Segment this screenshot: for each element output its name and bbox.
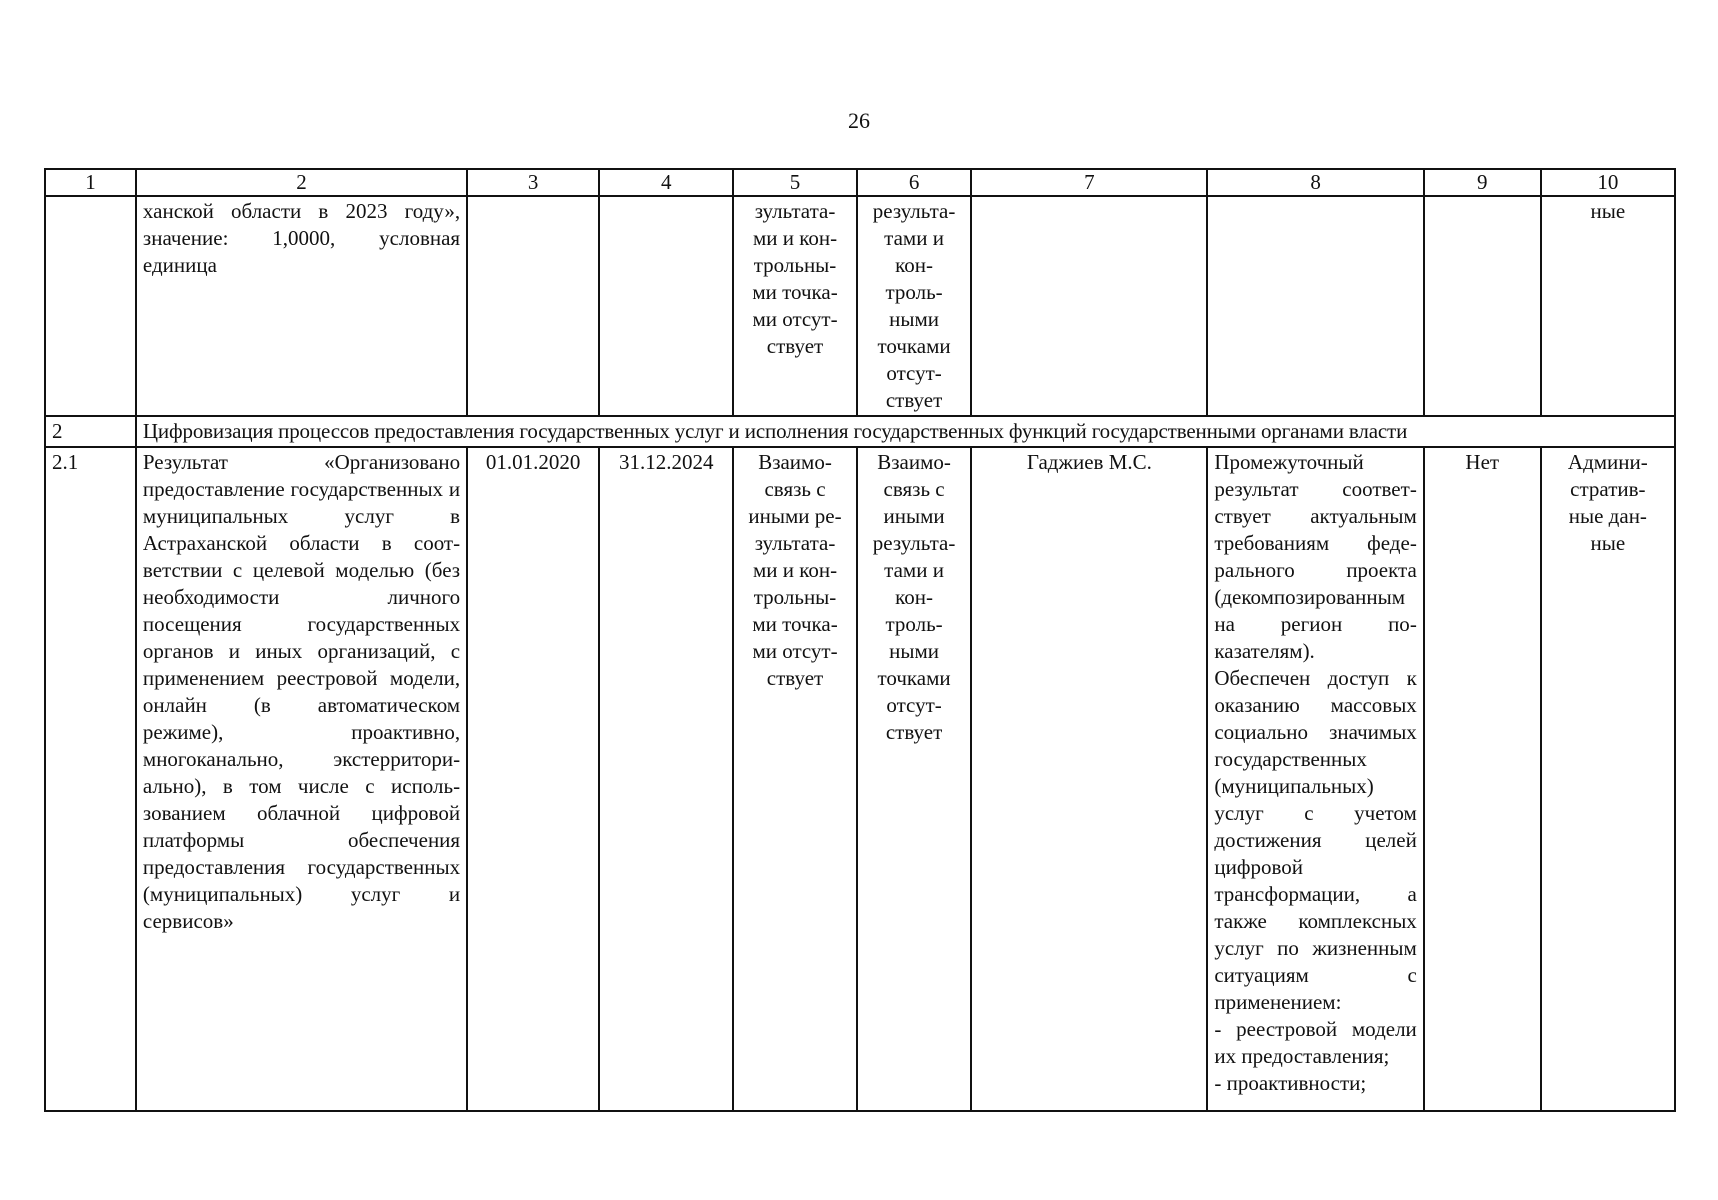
column-number-1: 1 xyxy=(45,169,136,196)
column-number-3: 3 xyxy=(467,169,599,196)
column-number-5: 5 xyxy=(733,169,856,196)
column-number-7: 7 xyxy=(971,169,1207,196)
column-number-4: 4 xyxy=(599,169,733,196)
responsible-person: Гаджиев М.С. xyxy=(971,447,1207,1111)
page-number: 26 xyxy=(848,108,870,133)
relation-results-cell: Взаимо- связь с иными ре- зультата- ми и кон- трольны- ми точка- ми отсут- ствует xyxy=(733,447,856,1111)
end-date: 31.12.2024 xyxy=(599,447,733,1111)
characteristic-paragraph-3: - реестровой модели их предоставления; xyxy=(1214,1017,1417,1068)
cont-cell-9 xyxy=(1424,196,1541,416)
column-number-row xyxy=(45,169,1675,196)
relation-results-cell-2: Взаимо- связь с иными результа- тами и кон- троль- ными точками отсут- ствует xyxy=(857,447,972,1111)
start-date: 01.01.2020 xyxy=(467,447,599,1111)
section-row xyxy=(45,416,1675,447)
result-characteristic-cell xyxy=(1207,447,1423,1111)
column-number-6: 6 xyxy=(857,169,972,196)
result-description: Результат «Организовано предоставление государственных и муниципальных услуг в Астраханской области в соответствии с целевой моделью (без необходимости личного посещения государственных органов и иных организаций, с применением реестровой модели, онлайн (в автоматическом режиме), проактивно, многоканально, экстерриториально), в том числе с использованием облачной цифровой платформы обеспечения предоставления государственных (муниципальных) услуг и сервисов» xyxy=(136,447,467,1111)
cont-cell-1 xyxy=(45,196,136,416)
cont-cell-6: результа- тами и кон- троль- ными точками отсут- ствует xyxy=(857,196,972,416)
cont-cell-5: зультата- ми и кон- трольны- ми точка- ми отсут- ствует xyxy=(733,196,856,416)
section-title: Цифровизация процессов предоставления государственных услуг и исполнения государственных функций государственными органами власти xyxy=(136,416,1675,447)
column-number-9: 9 xyxy=(1424,169,1541,196)
characteristic-paragraph-4: - проактивности; xyxy=(1214,1071,1367,1095)
characteristic-paragraph-1: Промежуточный результат соответствует актуальным требованиям федерального проекта (декомпозированным на регион показателям). xyxy=(1214,450,1417,663)
cont-cell-8 xyxy=(1207,196,1423,416)
result-row xyxy=(45,447,1675,1111)
column-number-8: 8 xyxy=(1207,169,1423,196)
data-source: Админи- стратив- ные дан- ные xyxy=(1541,447,1675,1111)
results-table-container xyxy=(44,168,1676,1112)
section-number: 2 xyxy=(45,416,136,447)
column-number-10: 10 xyxy=(1541,169,1675,196)
connection-flag: Нет xyxy=(1424,447,1541,1111)
result-number: 2.1 xyxy=(45,447,136,1111)
cont-cell-7 xyxy=(971,196,1207,416)
continuation-row xyxy=(45,196,1675,416)
cont-cell-start xyxy=(467,196,599,416)
cont-cell-end xyxy=(599,196,733,416)
results-table xyxy=(44,168,1676,1112)
characteristic-paragraph-2: Обеспечен доступ к оказанию массовых социально значимых государственных (муниципальных) услуг с учетом достижения целей цифровой трансформации, а также комплексных услуг по жизненным ситуациям с применением: xyxy=(1214,666,1417,1014)
cont-cell-result: ханской области в 2023 году», значение: 1,0000, условная единица xyxy=(136,196,467,416)
cont-cell-10: ные xyxy=(1541,196,1675,416)
column-number-2: 2 xyxy=(136,169,467,196)
